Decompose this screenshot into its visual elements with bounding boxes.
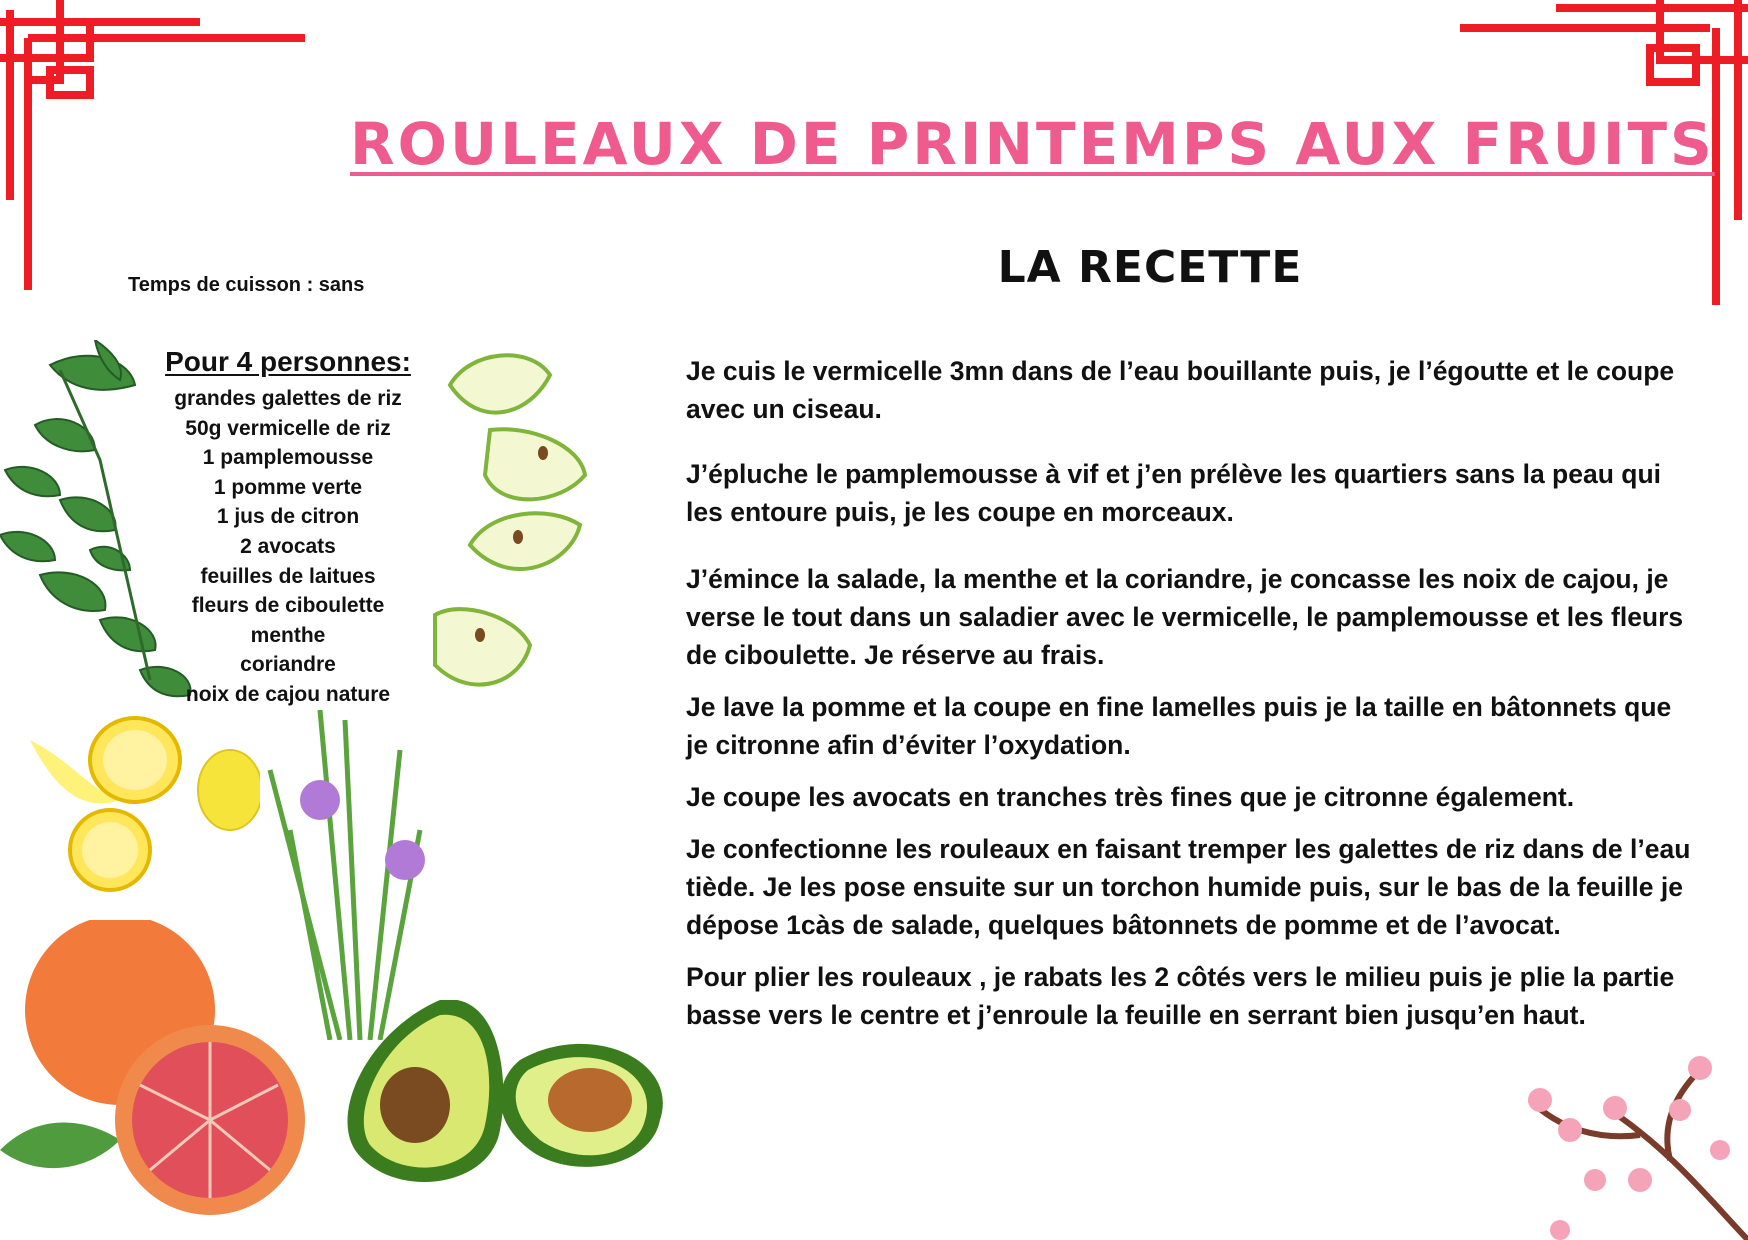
cherry-blossom-branch-icon [1520,1030,1748,1240]
grapefruit-icon [0,920,340,1220]
servings-title: Pour 4 personnes: [165,346,411,377]
ingredient-item: 1 pamplemousse [202,446,374,470]
recipe-step: Je cuis le vermicelle 3mn dans de l’eau bouillante puis, je l’égoutte et le coupe avec un ciseau. [686,356,1675,424]
ingredient-item: coriandre [240,653,336,677]
ingredients-list [128,384,448,710]
recipe-step: Je confectionne les rouleaux en faisant tremper les galettes de riz dans de l’eau tiède. Je les pose ensuite sur un torchon humide puis, sur le bas de la feuille je dépose 1càs de salade, quelques bâtonnets de pomme et de l’avocat. [686,834,1691,940]
recipe-step: Je coupe les avocats en tranches très fines que je citronne également. [686,782,1575,812]
ingredient-item: 1 pomme verte [213,475,363,499]
ingredient-item: menthe [250,623,326,647]
ingredients-panel [128,346,448,710]
ingredient-item: feuilles de laitues [200,564,376,588]
section-title: LA RECETTE [997,242,1303,293]
ingredient-item: grandes galettes de riz [174,387,402,410]
recipe-step: Je lave la pomme et la coupe en fine lamelles puis je la taille en bâtonnets que je citronne afin d’éviter l’oxydation. [686,692,1672,760]
recipe-steps [686,352,1696,1034]
recipe-step: J’émince la salade, la menthe et la coriandre, je concasse les noix de cajou, je verse le tout dans un saladier avec le vermicelle, le pamplemousse et les fleurs de ciboulette. Je réserve au frais. [686,564,1684,670]
page-title: ROULEAUX DE PRINTEMPS AUX FRUITS [350,110,1715,178]
green-apple-slices-icon [420,345,600,715]
ingredient-item: 2 avocats [240,534,336,558]
ingredient-item: fleurs de ciboulette [191,594,385,618]
red-corner-frame-icon [0,0,320,300]
avocado-icon [330,1000,680,1200]
ingredient-item: 50g vermicelle de riz [185,416,391,440]
lemon-icon [30,700,260,900]
recipe-step: J’épluche le pamplemousse à vif et j’en prélève les quartiers sans la peau qui les entoure puis, je les coupe en morceaux. [686,459,1662,527]
ingredient-item: 1 jus de citron [216,505,360,529]
recipe-step: Pour plier les rouleaux , je rabats les 2 côtés vers le milieu puis je plie la partie basse vers le centre et j’enroule la feuille en serrant bien jusqu’en haut. [686,962,1675,1030]
ingredient-item: noix de cajou nature [185,682,391,706]
cook-time: Temps de cuisson : sans [128,274,365,296]
